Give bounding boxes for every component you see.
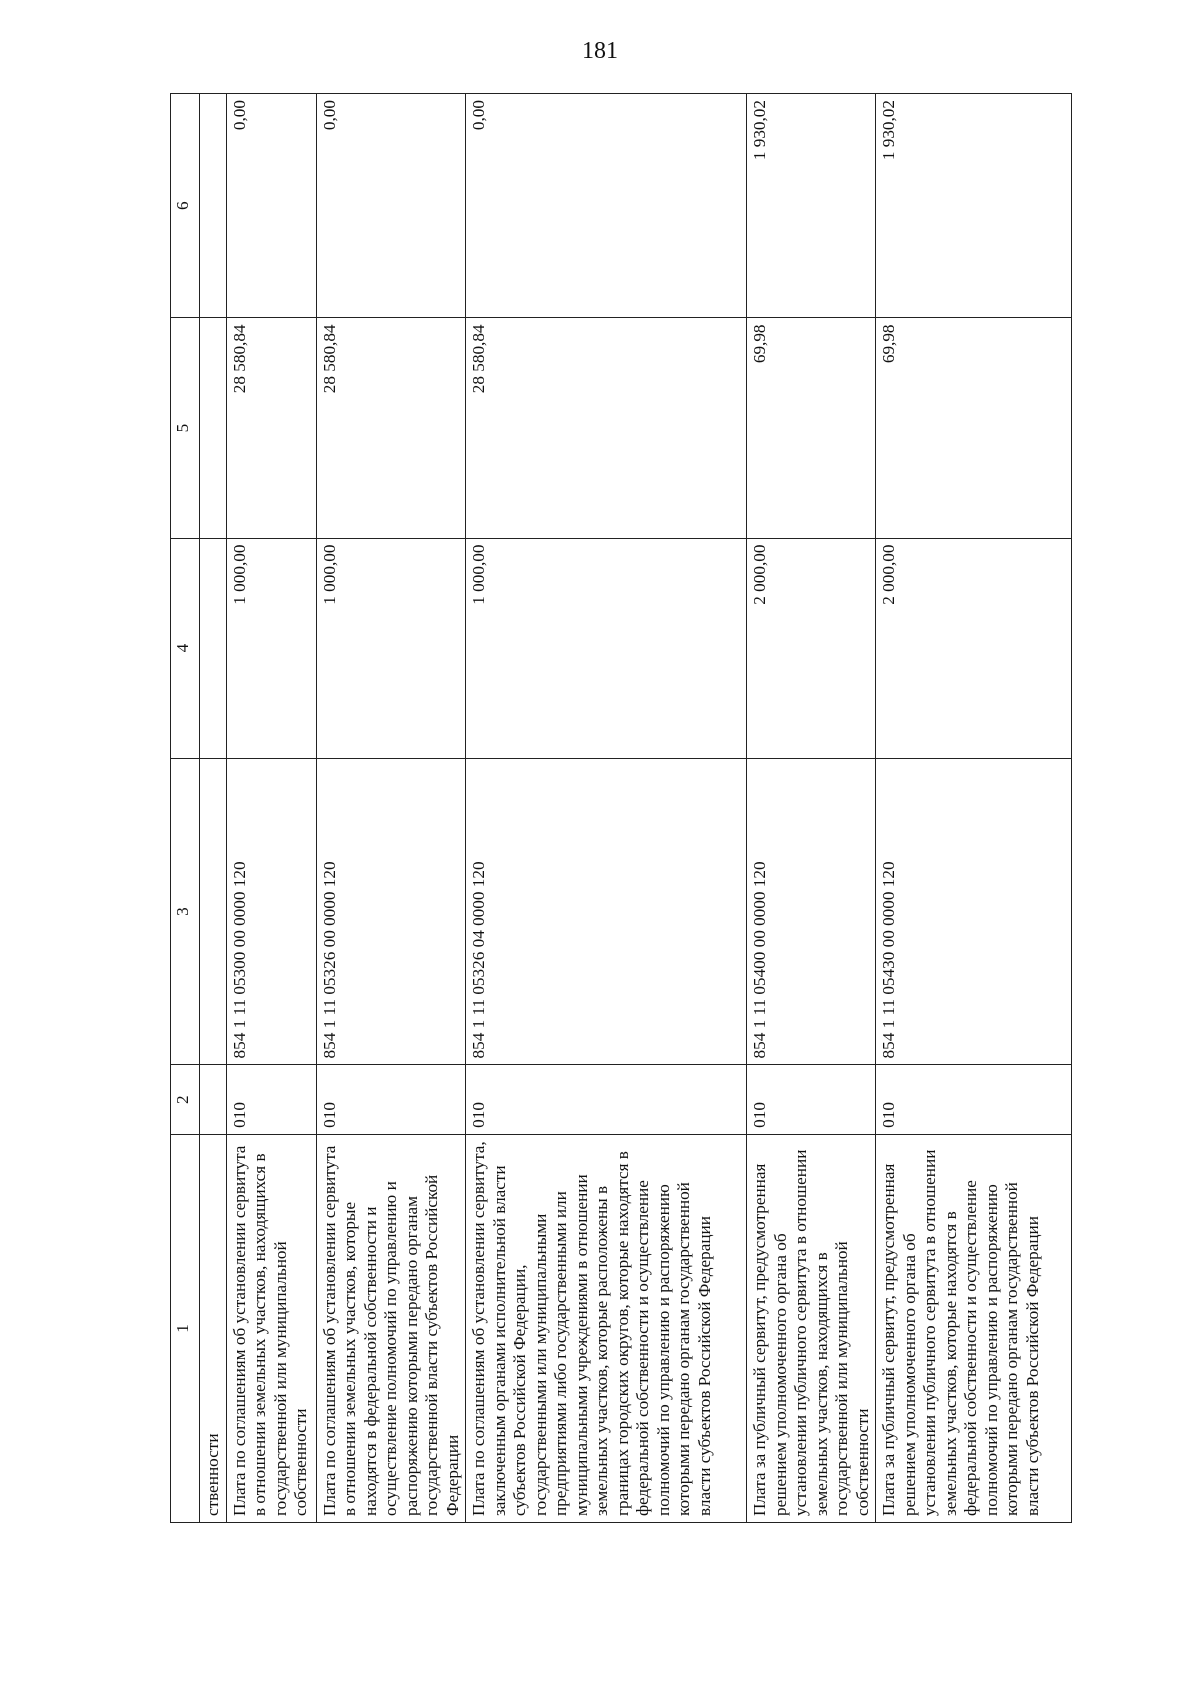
header-col-6: 6 (171, 94, 200, 318)
row-name: Плата по соглашениям об установлении сервитута в отношении земельных участков, которые находятся в федеральной собственности и осуществление полномочий по управлению и распоряжению которыми передано органам государственной власти субъектов Российской Федерации (316, 1134, 466, 1522)
table-row (747, 94, 876, 1523)
table-cell (200, 1065, 227, 1134)
row-name: Плата по соглашениям об установлении сервитута в отношении земельных участков, находящихся в государственной или муниципальной собственности (226, 1134, 316, 1522)
row-col-4: 1 000,00 (226, 538, 316, 758)
row-col-5: 28 580,84 (226, 318, 316, 538)
row-name: Плата за публичный сервитут, предусмотренная решением уполномоченного органа об установлении публичного сервитута в отношении земельных участков, находящихся в государственной или муниципальной собственности (747, 1134, 876, 1522)
table-row (466, 94, 747, 1523)
table-cell (200, 318, 227, 538)
row-col-5: 28 580,84 (316, 318, 466, 538)
row-name: Плата за публичный сервитут, предусмотренная решением уполномоченного органа об установлении публичного сервитута в отношении земельных участков, которые находятся в федеральной собственности и осуществление полномочий по управлению и распоряжению которыми передано органам государственной власти субъектов Российской Федерации (876, 1134, 1072, 1522)
header-col-5: 5 (171, 318, 200, 538)
row-col-6: 0,00 (316, 94, 466, 318)
row-classification-code: 854 1 11 05300 00 0000 120 (226, 758, 316, 1065)
row-code-line: 010 (876, 1065, 1072, 1134)
row-col-5: 69,98 (747, 318, 876, 538)
header-col-1: 1 (171, 1134, 200, 1522)
table-container (170, 93, 1130, 1523)
table-cell (200, 538, 227, 758)
page-number: 181 (582, 38, 618, 64)
row-code-line: 010 (226, 1065, 316, 1134)
row-col-4: 1 000,00 (316, 538, 466, 758)
row-col-6: 1 930,02 (876, 94, 1072, 318)
row-classification-code: 854 1 11 05326 00 0000 120 (316, 758, 466, 1065)
row-col-6: 1 930,02 (747, 94, 876, 318)
row-name: Плата по соглашениям об установлении сервитута, заключенным органами исполнительной власти субъектов Российской Федерации, государственными или муниципальными предприятиями либо государственными или муниципальными учреждениями в отношении земельных участков, которые расположены в границах городских округов, которые находятся в федеральной собственности и осуществление полномочий по управлению и распоряжению которыми передано органам государственной власти субъектов Российской Федерации (466, 1134, 747, 1522)
row-classification-code: 854 1 11 05400 00 0000 120 (747, 758, 876, 1065)
rotated-table-frame (170, 93, 1130, 1523)
table-row (226, 94, 316, 1523)
header-col-3: 3 (171, 758, 200, 1065)
row-col-4: 1 000,00 (466, 538, 747, 758)
row-code-line: 010 (466, 1065, 747, 1134)
row-classification-code: 854 1 11 05430 00 0000 120 (876, 758, 1072, 1065)
table-row (316, 94, 466, 1523)
row-code-line: 010 (747, 1065, 876, 1134)
table-cell (200, 94, 227, 318)
continuation-row (200, 94, 227, 1523)
continuation-text: ственности (200, 1134, 227, 1522)
row-col-5: 28 580,84 (466, 318, 747, 538)
row-code-line: 010 (316, 1065, 466, 1134)
row-col-6: 0,00 (226, 94, 316, 318)
header-col-4: 4 (171, 538, 200, 758)
table-header-row (171, 94, 200, 1523)
table-row (876, 94, 1072, 1523)
table-cell (200, 758, 227, 1065)
row-col-4: 2 000,00 (876, 538, 1072, 758)
row-col-6: 0,00 (466, 94, 747, 318)
row-col-4: 2 000,00 (747, 538, 876, 758)
row-classification-code: 854 1 11 05326 04 0000 120 (466, 758, 747, 1065)
row-col-5: 69,98 (876, 318, 1072, 538)
header-col-2: 2 (171, 1065, 200, 1134)
revenue-table (170, 93, 1072, 1523)
